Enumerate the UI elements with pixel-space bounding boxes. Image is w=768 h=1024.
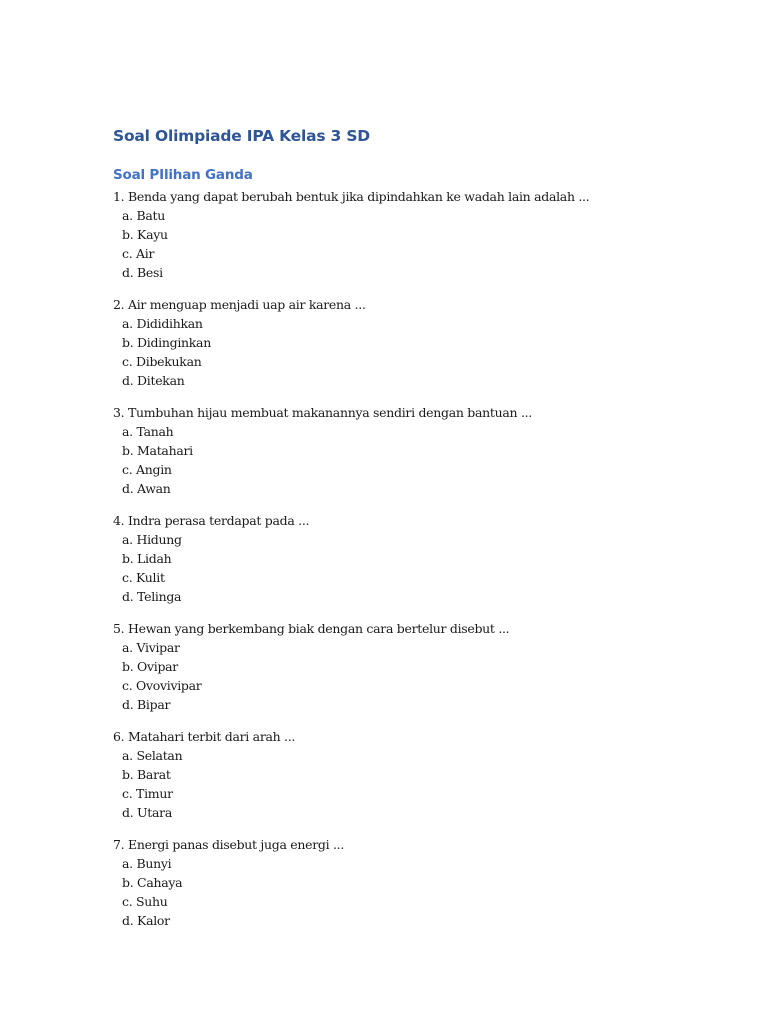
document-content [113, 124, 733, 943]
question-text: 1. Benda yang dapat berubah bentuk jika dipindahkan ke wadah lain adalah ... [113, 189, 590, 204]
question-2 [113, 295, 733, 390]
option-b: b. Barat [122, 767, 171, 782]
option-d: d. Besi [122, 265, 163, 280]
question-text: 2. Air menguap menjadi uap air karena ... [113, 297, 366, 312]
option-d: d. Kalor [122, 913, 170, 928]
question-text: 3. Tumbuhan hijau membuat makanannya sendiri dengan bantuan ... [113, 405, 532, 420]
question-4 [113, 511, 733, 606]
option-d: d. Awan [122, 481, 171, 496]
question-text: 6. Matahari terbit dari arah ... [113, 729, 296, 744]
option-d: d. Utara [122, 805, 172, 820]
option-a: a. Vivipar [122, 640, 180, 655]
option-b: b. Kayu [122, 227, 168, 242]
question-3 [113, 403, 733, 498]
option-c: c. Ovovivipar [122, 678, 202, 693]
option-d: d. Ditekan [122, 373, 185, 388]
question-7 [113, 835, 733, 930]
question-5 [113, 619, 733, 714]
option-a: a. Bunyi [122, 856, 172, 871]
question-text: 4. Indra perasa terdapat pada ... [113, 513, 310, 528]
option-d: d. Telinga [122, 589, 182, 604]
option-b: b. Matahari [122, 443, 193, 458]
option-c: c. Kulit [122, 570, 165, 585]
option-d: d. Bipar [122, 697, 171, 712]
option-c: c. Suhu [122, 894, 168, 909]
option-a: a. Selatan [122, 748, 183, 763]
question-1 [113, 187, 733, 282]
option-b: b. Lidah [122, 551, 172, 566]
option-c: c. Timur [122, 786, 173, 801]
option-a: a. Batu [122, 208, 166, 223]
question-6 [113, 727, 733, 822]
option-c: c. Air [122, 246, 155, 261]
option-b: b. Ovipar [122, 659, 178, 674]
option-b: b. Cahaya [122, 875, 183, 890]
option-c: c. Dibekukan [122, 354, 202, 369]
document-title: Soal Olimpiade IPA Kelas 3 SD [113, 127, 370, 145]
question-text: 7. Energi panas disebut juga energi ... [113, 837, 344, 852]
option-a: a. Dididihkan [122, 316, 203, 331]
section-title: Soal PIlihan Ganda [113, 167, 253, 183]
option-b: b. Didinginkan [122, 335, 211, 350]
option-a: a. Hidung [122, 532, 182, 547]
option-c: c. Angin [122, 462, 172, 477]
option-a: a. Tanah [122, 424, 174, 439]
question-text: 5. Hewan yang berkembang biak dengan cara bertelur disebut ... [113, 621, 510, 636]
